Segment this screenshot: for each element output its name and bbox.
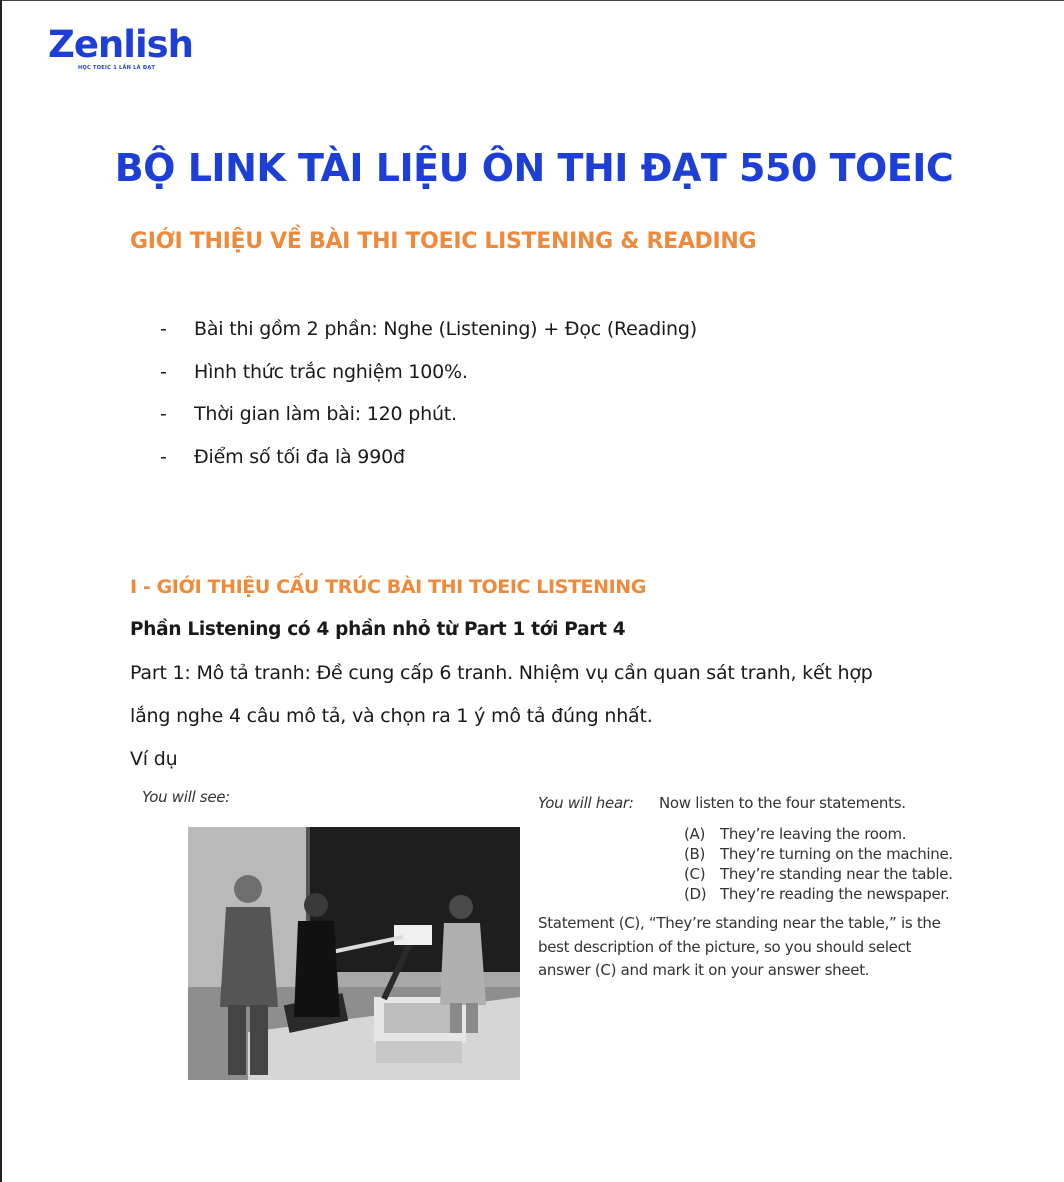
listening-subheading: Phần Listening có 4 phần nhỏ từ Part 1 tới Part 4 bbox=[130, 619, 626, 640]
zenlish-logo bbox=[48, 22, 193, 71]
answer-explanation bbox=[538, 912, 968, 983]
bullet-item bbox=[160, 403, 697, 446]
option-text: They’re reading the newspaper. bbox=[720, 885, 950, 903]
option-text: They’re leaving the room. bbox=[720, 825, 907, 843]
answer-option bbox=[684, 825, 953, 845]
logo-wordmark: Zenlish bbox=[48, 23, 193, 66]
bullet-item bbox=[160, 361, 697, 404]
answer-option bbox=[684, 845, 953, 865]
option-letter: (B) bbox=[684, 845, 706, 863]
bullet-dash: - bbox=[160, 445, 167, 468]
bullet-text: Điểm số tối đa là 990đ bbox=[194, 445, 405, 468]
listening-heading: I - GIỚI THIỆU CẤU TRÚC BÀI THI TOEIC LISTENING bbox=[130, 576, 646, 598]
option-letter: (C) bbox=[684, 865, 706, 883]
bullet-text: Hình thức trắc nghiệm 100%. bbox=[194, 360, 468, 383]
bullet-text: Thời gian làm bài: 120 phút. bbox=[194, 403, 457, 426]
you-will-hear-label: You will hear: bbox=[538, 794, 634, 812]
you-will-see-label: You will see: bbox=[142, 788, 230, 806]
page-title-text: BỘ LINK TÀI LIỆU ÔN THI ĐẠT 550 TOEIC bbox=[114, 146, 954, 190]
bullet-dash: - bbox=[160, 318, 167, 340]
bullet-text: Bài thi gồm 2 phần: Nghe (Listening) + Đọc (Reading) bbox=[194, 318, 697, 340]
explanation-line: best description of the picture, so you should select bbox=[538, 937, 912, 956]
option-letter: (D) bbox=[684, 885, 707, 903]
answer-option bbox=[684, 865, 953, 885]
logo-tagline: HỌC TOEIC 1 LẦN LÀ ĐẠT bbox=[78, 65, 156, 71]
bullet-item bbox=[160, 318, 697, 361]
part1-description-line2: lắng nghe 4 câu mô tả, và chọn ra 1 ý mô tả đúng nhất. bbox=[130, 705, 653, 727]
option-text: They’re standing near the table. bbox=[720, 865, 953, 883]
part1-description-line1: Part 1: Mô tả tranh: Đề cung cấp 6 tranh. Nhiệm vụ cần quan sát tranh, kết hợp bbox=[130, 662, 873, 684]
intro-bullet-list bbox=[160, 318, 697, 488]
hear-instruction: Now listen to the four statements. bbox=[659, 794, 906, 812]
intro-heading: GIỚI THIỆU VỀ BÀI THI TOEIC LISTENING & READING bbox=[130, 229, 757, 254]
option-text: They’re turning on the machine. bbox=[720, 845, 953, 863]
photo-illustration bbox=[188, 827, 520, 1080]
explanation-line: answer (C) and mark it on your answer sheet. bbox=[538, 961, 870, 979]
answer-option bbox=[684, 885, 953, 905]
page-border-top bbox=[0, 0, 1064, 1]
example-label: Ví dụ bbox=[130, 748, 178, 770]
example-photo bbox=[188, 827, 520, 1080]
bullet-item bbox=[160, 446, 697, 489]
option-letter: (A) bbox=[684, 825, 706, 843]
page-title bbox=[0, 146, 1064, 190]
answer-options bbox=[684, 825, 953, 905]
bullet-dash: - bbox=[160, 360, 167, 383]
bullet-dash: - bbox=[160, 403, 167, 426]
explanation-line: Statement (C), “They’re standing near the table,” is the bbox=[538, 914, 941, 932]
